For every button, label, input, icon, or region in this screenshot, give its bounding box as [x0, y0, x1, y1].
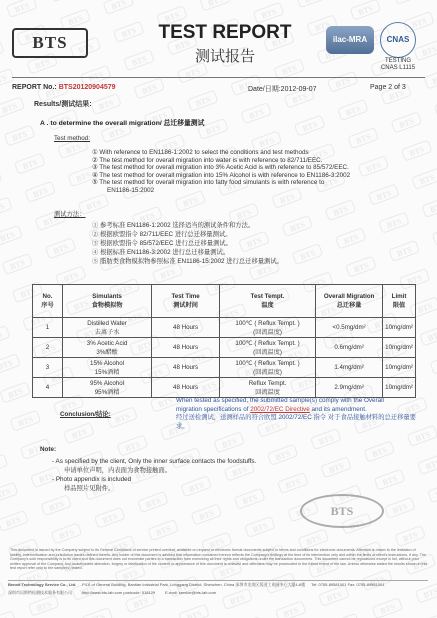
- bts-logo: BTS: [12, 28, 88, 58]
- table-row: [33, 378, 416, 398]
- note-item: - As specified by the client, Only the inner surface contacts the foodstuffs.: [52, 458, 257, 465]
- col-header-test-time: Test Time 测试时间: [152, 285, 220, 318]
- cell-no: 1: [33, 318, 63, 338]
- method-cn-item: ⑤ 脂肪类食物模拟物参照标准 EN1186-15:2002 进行总迁移量测试。: [92, 258, 283, 265]
- company-email[interactable]: E-mail: service@bts-lab.com: [165, 590, 217, 595]
- conclusion-line-2: migration specifications of 2002/72/EC Directive and its amendment.: [176, 405, 367, 413]
- report-number: BTS20120904579: [58, 84, 116, 91]
- company-address: F4-6 of General Building, Bantian Industrial Park, Longgang District, Shenzhen, China 深圳市龙岗区坂田工业园中心大厦4-6楼: [82, 582, 306, 587]
- cell-tempt: Reflux Tempt. 回流温度: [220, 378, 316, 398]
- cell-migration: <0.5mg/dm²: [316, 318, 383, 338]
- cell-simulant: Distilled Water 去离子水: [62, 318, 151, 338]
- accreditation-label: [368, 58, 428, 72]
- note-list: [52, 457, 352, 493]
- company-web[interactable]: http://www.bts-lab.com postcode: 518129: [82, 590, 156, 595]
- cell-test-time: 48 Hours: [152, 338, 220, 358]
- note-item: 样品照片见附件。: [64, 485, 115, 492]
- conclusion-text: [176, 397, 420, 431]
- cell-test-time: 48 Hours: [152, 378, 220, 398]
- cell-simulant: 95% Alcohol 95%酒精: [62, 378, 151, 398]
- method-cn-item: ③ 根据欧盟指令 85/572/EEC 进行总迁移量测试。: [92, 240, 232, 247]
- cell-no: 3: [33, 358, 63, 378]
- report-subtitle: 测试报告: [194, 47, 255, 65]
- method-en-item: ① With reference to EN1186-1:2002 to select the conditions and test methods: [92, 149, 309, 156]
- conclusion-label: Conclusion/结论:: [60, 411, 111, 418]
- migration-results-table: [32, 284, 416, 398]
- cell-test-time: 48 Hours: [152, 358, 220, 378]
- cell-migration: 1.4mg/dm²: [316, 358, 383, 378]
- footer-disclaimer: This document is issued by the Company subject to its General Conditions of service printed overleaf, available on request or electronic format documents subject to terms and conditions for electronic documents. Attention is drawn to the limitation of liability, indemnification and jurisdiction issues defined therein. Any holder of this document is advised that information contained hereon reflects the Company's findings at the time of its intervention only and within the limits of client's instructions, if any. The Company's sole responsibility is to its client and this document does not exonerate parties to a transaction from exercising all their rights and obligations under the transaction documents. This document cannot be reproduced except in full, without prior written approval of the Company. Any unauthorized alteration, forgery or falsification of the content or appearance of this document is unlawful and offenders may be prosecuted to the fullest extent of the law. Unless otherwise stated the results shown in this test report refer only to the sample(s) tested.: [10, 548, 428, 571]
- cell-simulant: 3% Acetic Acid 3%醋酸: [62, 338, 151, 358]
- table-row: [33, 338, 416, 358]
- method-cn-item: ④ 根据标准 EN1186-3:2002 进行总迁移量测试。: [92, 249, 230, 256]
- header-divider: [12, 77, 425, 78]
- test-method-label: Test method:: [54, 135, 91, 142]
- method-en-item: ② The test method for overall migration into water is with reference to 82/711/EEC.: [92, 156, 323, 164]
- methods-en-list: [92, 149, 422, 194]
- testing-label: TESTING: [384, 58, 411, 64]
- cnas-logo: CNAS: [380, 22, 416, 58]
- cell-tempt: 100℃ ( Reflux Tempt. ) (回流温度): [220, 338, 316, 358]
- report-number-block: [12, 84, 116, 91]
- directive-link: 2002/72/EC Directive: [250, 405, 310, 413]
- cell-limit: 10mg/dm²: [383, 378, 416, 398]
- company-tel: Tel: 0755-89581001 Fax: 0755-89581001: [311, 582, 385, 587]
- methods-cn-list: [92, 221, 422, 266]
- report-number-label: REPORT No.:: [12, 84, 57, 91]
- table-header-row: [33, 285, 416, 318]
- cell-tempt: 100℃ ( Reflux Tempt. ) (回流温度): [220, 318, 316, 338]
- col-header-overall-migration: Overall Migration 总迁移量: [316, 285, 383, 318]
- method-cn-item: ② 根据欧盟指令 82/711/EEC 进行总迁移量测试。: [92, 231, 232, 238]
- results-label: Results/测试结果:: [34, 101, 92, 108]
- conclusion-line-1: When tested as specified, the submitted sample(s) comply with the Overall: [176, 397, 384, 404]
- method-en-item: ④ The test method for overall migration into 15% Alcohol is with reference to EN1186-3:2002: [92, 171, 351, 179]
- footer-contact-bar: [8, 580, 428, 596]
- cell-limit: 10mg/dm²: [383, 358, 416, 378]
- cell-limit: 10mg/dm²: [383, 338, 416, 358]
- cell-no: 2: [33, 338, 63, 358]
- section-title: A . to determine the overall migration/ 总迁移量测试: [40, 120, 205, 127]
- col-header-limit: Limit 限值: [383, 285, 416, 318]
- company-name-cn: 深圳市贝斯特检测技术服务有限公司: [8, 590, 72, 595]
- cell-migration: 2.9mg/dm²: [316, 378, 383, 398]
- methods-cn-label: 测试方法：: [54, 211, 86, 218]
- cell-limit: 10mg/dm²: [383, 318, 416, 338]
- page-indicator: Page 2 of 3: [370, 84, 406, 91]
- method-en-item: EN1186-15:2002: [107, 186, 155, 194]
- col-header-test-tempt: Test Tempt. 温度: [220, 285, 316, 318]
- report-date: Date/日期:2012-09-07: [248, 86, 317, 93]
- table-row: [33, 358, 416, 378]
- cell-test-time: 48 Hours: [152, 318, 220, 338]
- note-item: - Photo appendix is included: [52, 476, 132, 483]
- cell-tempt: 100℃ ( Reflux Tempt. ) (回流温度): [220, 358, 316, 378]
- cell-simulant: 15% Alcohol 15%酒精: [62, 358, 151, 378]
- ilac-mra-logo: ilac-MRA: [326, 26, 374, 54]
- table-row: [33, 318, 416, 338]
- report-title: TEST REPORT: [158, 22, 292, 43]
- method-cn-item: ① 参考标准 EN1186-1:2002 选择适当的测试条件和方法。: [92, 222, 255, 229]
- company-name-en: Benoit Technology Service Co., Ltd.: [8, 582, 77, 587]
- cnas-number: CNAS L1115: [380, 65, 416, 71]
- footer-row-1: [8, 582, 428, 588]
- note-label: Note:: [40, 446, 57, 453]
- company-stamp: BTS: [300, 494, 384, 528]
- method-en-item: ⑤ The test method for overall migration into fatty food simulants is with reference to: [92, 179, 325, 186]
- note-item: 申请单位声明，内表面为食物接触面。: [64, 467, 172, 474]
- cell-migration: 0.6mg/dm²: [316, 338, 383, 358]
- cell-no: 4: [33, 378, 63, 398]
- col-header-simulants: Simulants 食物模拟物: [62, 285, 151, 318]
- footer-row-2: [8, 590, 428, 596]
- col-header-no: No. 序号: [33, 285, 63, 318]
- method-en-item: ③ The test method for overall migration into 3% Acetic Acid is with reference to 85/572/EEC.: [92, 164, 349, 171]
- conclusion-line-3: 经过送检测试，送测样品的符合欧盟 2002/72/EC 指令 对于食品接触材料的总迁移量要求。: [176, 414, 417, 430]
